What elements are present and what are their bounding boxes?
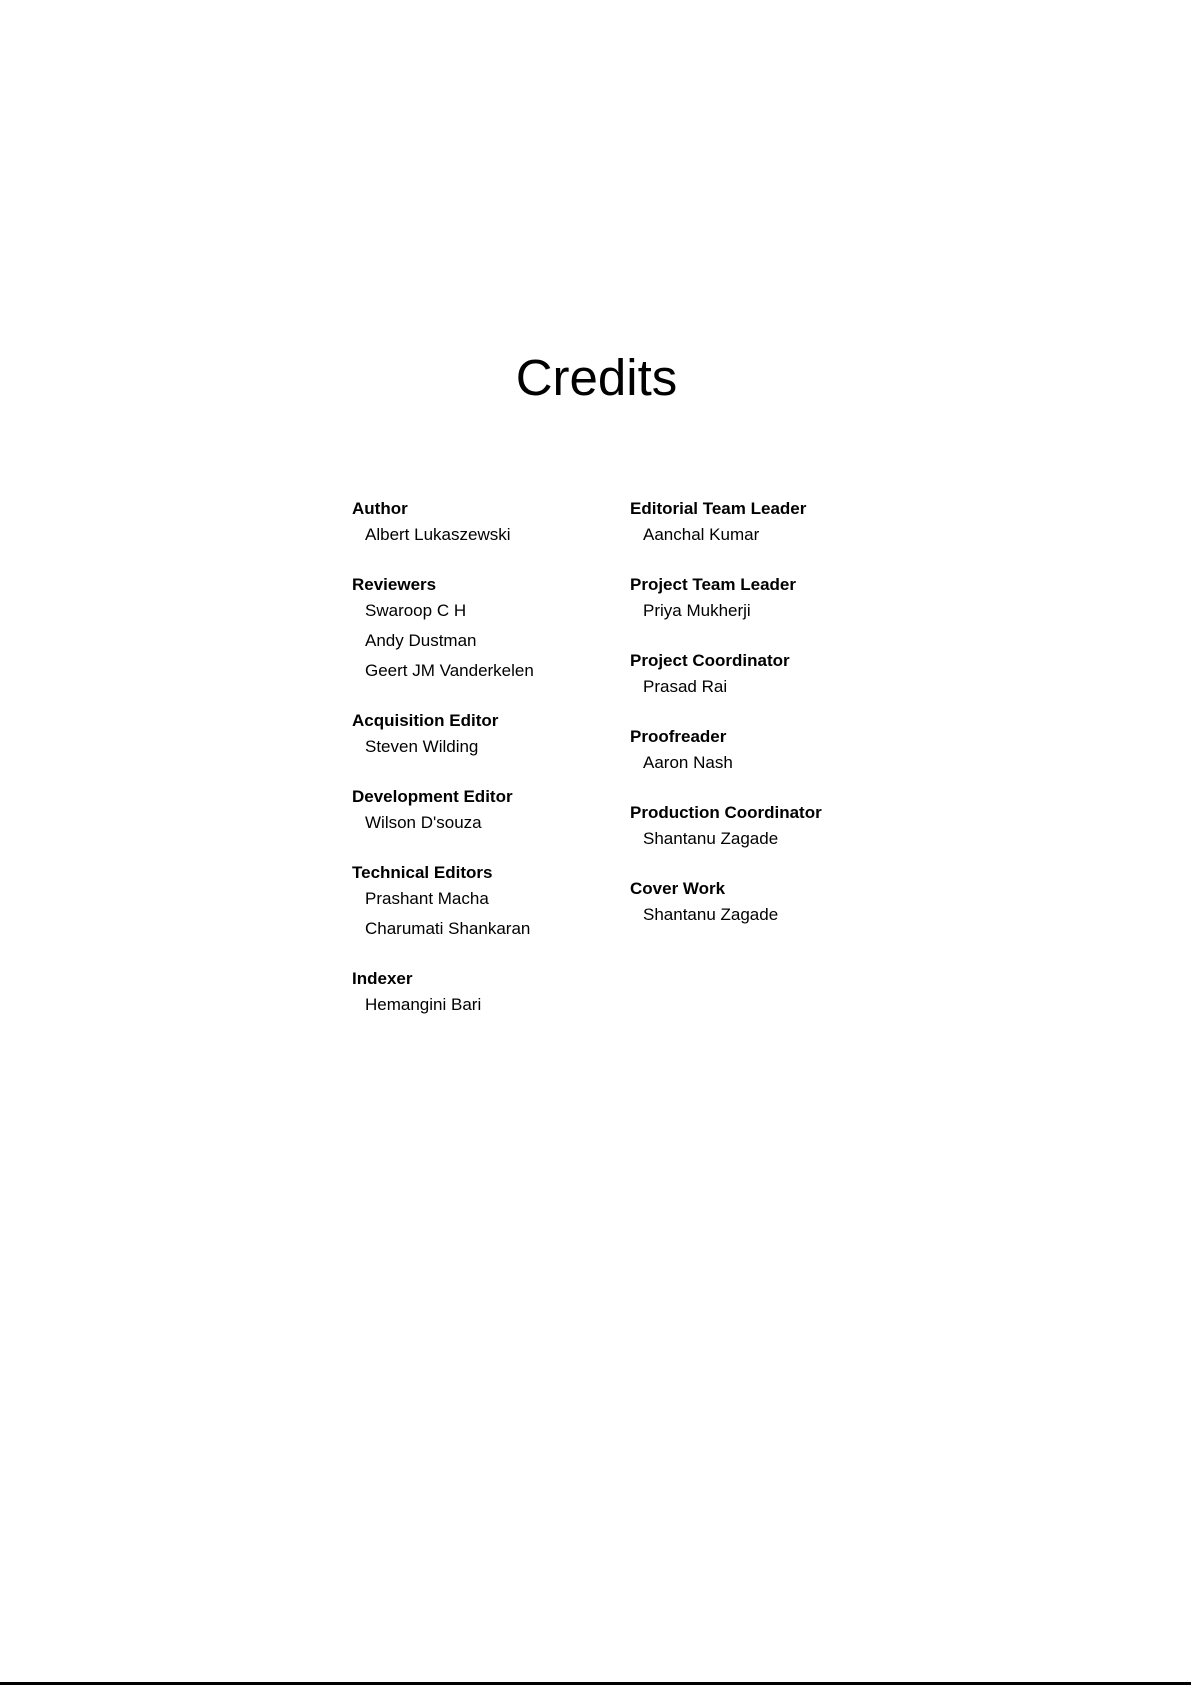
credit-name: Shantanu Zagade [643, 829, 779, 848]
credit-name: Hemangini Bari [365, 995, 482, 1014]
credit-group-technical-editors [352, 863, 612, 939]
credit-name: Steven Wilding [365, 737, 479, 756]
credit-name: Albert Lukaszewski [365, 525, 511, 544]
credit-group-editorial-team-leader [630, 499, 890, 545]
credit-group-production-coordinator [630, 803, 890, 849]
credit-name: Prasad Rai [643, 677, 728, 696]
credit-name: Charumati Shankaran [365, 919, 531, 938]
credit-name: Swaroop C H [365, 601, 467, 620]
credit-role: Proofreader [630, 727, 727, 746]
credit-role: Production Coordinator [630, 803, 822, 822]
credit-role: Author [352, 499, 408, 518]
credit-group-reviewers [352, 575, 612, 681]
credit-group-development-editor [352, 787, 612, 833]
credits-right-column [630, 499, 890, 955]
credit-group-project-coordinator [630, 651, 890, 697]
credit-role: Development Editor [352, 787, 513, 806]
credit-name: Aanchal Kumar [643, 525, 760, 544]
credit-group-acquisition-editor [352, 711, 612, 757]
page-title [0, 349, 1191, 406]
credit-name: Prashant Macha [365, 889, 489, 908]
credit-name: Shantanu Zagade [643, 905, 779, 924]
credit-group-indexer [352, 969, 612, 1015]
credit-role: Acquisition Editor [352, 711, 499, 730]
credit-name: Geert JM Vanderkelen [365, 661, 534, 680]
credit-role: Cover Work [630, 879, 726, 898]
credits-left-column [352, 499, 612, 1045]
credit-name: Andy Dustman [365, 631, 477, 650]
credit-name: Aaron Nash [643, 753, 733, 772]
page-title-text: Credits [515, 349, 678, 406]
credit-name: Wilson D'souza [365, 813, 482, 832]
credit-role: Project Team Leader [630, 575, 796, 594]
credit-role: Technical Editors [352, 863, 493, 882]
credit-role: Editorial Team Leader [630, 499, 807, 518]
credit-group-project-team-leader [630, 575, 890, 621]
credit-name: Priya Mukherji [643, 601, 751, 620]
credit-group-cover-work [630, 879, 890, 925]
credit-role: Reviewers [352, 575, 437, 594]
credit-role: Project Coordinator [630, 651, 790, 670]
credit-group-author [352, 499, 612, 545]
credit-role: Indexer [352, 969, 413, 988]
credit-group-proofreader [630, 727, 890, 773]
